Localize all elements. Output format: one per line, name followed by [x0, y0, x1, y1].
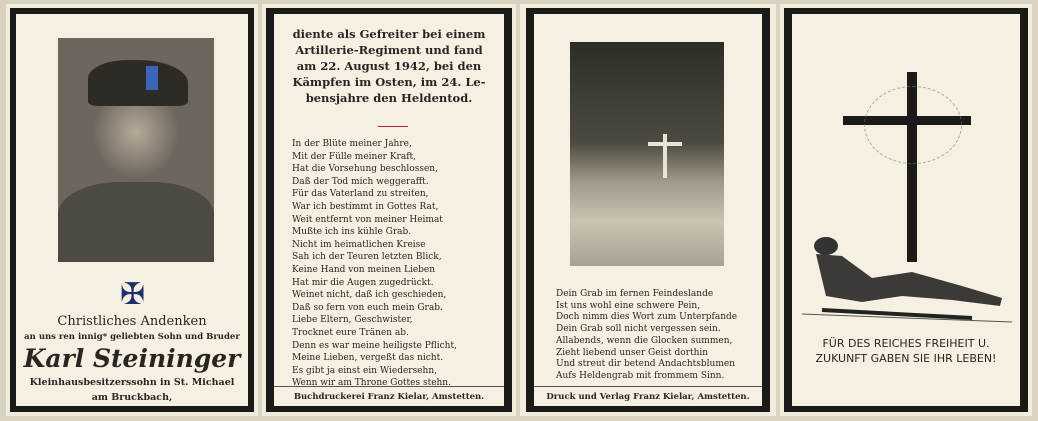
light-rays — [864, 86, 962, 164]
poem-line: Sah ich der Teuren letzten Blick, — [292, 252, 442, 263]
caption-line-2: ZUKUNFT GABEN SIE IHR LEBEN! — [815, 352, 997, 365]
deceased-name: Karl Steininger — [23, 344, 241, 373]
grave-cross-bar — [648, 142, 682, 146]
card-panel-text — [262, 4, 516, 416]
bio-line: Artillerie-Regiment und fand — [295, 43, 483, 57]
origin-line-2: am Bruckbach, — [91, 392, 173, 403]
mourning-frame — [784, 8, 1028, 412]
poem-line: War ich bestimmt in Gottes Rat, — [292, 201, 439, 212]
poem-line: Und streut dir betend Andachtsblumen — [556, 359, 735, 370]
poem-line: Wenn wir am Throne Gottes stehn. — [292, 378, 451, 389]
poem-line: Nicht im heimatlichen Kreise — [292, 239, 426, 250]
printer-credit: Buchdruckerei Franz Kielar, Amstetten. — [274, 386, 504, 402]
poem-line: Daß der Tod mich weggerafft. — [292, 176, 429, 187]
card-panel-grave — [520, 4, 776, 416]
poem-line: Mit der Fülle meiner Kraft, — [292, 151, 417, 162]
poem-line: Daß so fern von euch mein Grab. — [292, 302, 443, 313]
fallen-soldier-illustration — [802, 226, 1012, 326]
poem-line: Für das Vaterland zu streiten, — [292, 189, 429, 200]
memorial-poem — [292, 138, 457, 390]
grave-photo — [570, 42, 724, 266]
poem-line: Allabends, wenn die Glocken summen, — [556, 335, 733, 346]
grave-poem — [556, 289, 737, 383]
poem-line: Trocknet eure Tränen ab. — [292, 327, 409, 338]
cap-insignia — [146, 66, 158, 90]
bio-line: am 22. August 1942, bei den — [296, 59, 482, 73]
caption-line-1: FÜR DES REICHES FREIHEIT U. — [822, 337, 990, 350]
grave-cross — [663, 134, 667, 178]
card-panel-portrait — [6, 4, 258, 416]
mourning-frame — [526, 8, 770, 412]
poem-line: Hat die Vorsehung beschlossen, — [292, 164, 438, 175]
poem-line: Dein Grab im fernen Feindeslande — [556, 289, 714, 299]
biography-text — [274, 26, 504, 106]
card-panel-illustration — [780, 4, 1032, 416]
dedication-line: an uns ren innig* geliebten Sohn und Bruder — [24, 332, 240, 342]
poem-line: Liebe Eltern, Geschwister, — [292, 315, 413, 326]
poem-line: Meine Lieben, vergeßt das nicht. — [292, 353, 444, 364]
printer-credit: Druck und Verlag Franz Kielar, Amstetten. — [534, 386, 762, 402]
soldier-portrait-photo — [58, 38, 214, 262]
cap — [88, 60, 188, 106]
poem-line: Denn es war meine heiligste Pflicht, — [292, 340, 457, 351]
poem-line: Es gibt ja einst ein Wiedersehn, — [292, 365, 437, 376]
poem-line: Aufs Heldengrab mit frommem Sinn. — [556, 370, 725, 381]
poem-line: Keine Hand von meinen Lieben — [292, 264, 436, 275]
card-title: Christliches Andenken — [57, 314, 207, 329]
divider — [378, 126, 408, 127]
poem-line: Weit entfernt von meiner Heimat — [292, 214, 443, 225]
poem-line: Mußte ich ins kühle Grab. — [292, 227, 412, 238]
mourning-frame — [10, 8, 254, 412]
poem-line: Dein Grab soll nicht vergessen sein. — [556, 324, 721, 335]
poem-line: Zieht liebend unser Geist dorthin — [556, 347, 709, 358]
origin-line-1: Kleinhausbesitzerssohn in St. Michael — [29, 377, 235, 388]
poem-line: Ist uns wohl eine schwere Pein, — [556, 300, 701, 311]
poem-line: Doch nimm dies Wort zum Unterpfande — [556, 312, 738, 323]
poem-line: In der Blüte meiner Jahre, — [292, 139, 412, 149]
bio-line: diente als Gefreiter bei einem — [292, 27, 486, 41]
mourning-frame — [266, 8, 512, 412]
poem-line: Hat mir die Augen zugedrückt. — [292, 277, 434, 288]
uniform — [58, 182, 214, 262]
poem-line: Weinet nicht, daß ich geschieden, — [292, 290, 447, 301]
iron-cross-icon: ✠ — [120, 277, 146, 312]
bio-line: bensjahre den Heldentod. — [305, 91, 473, 105]
bio-line: Kämpfen im Osten, im 24. Le- — [292, 75, 486, 89]
